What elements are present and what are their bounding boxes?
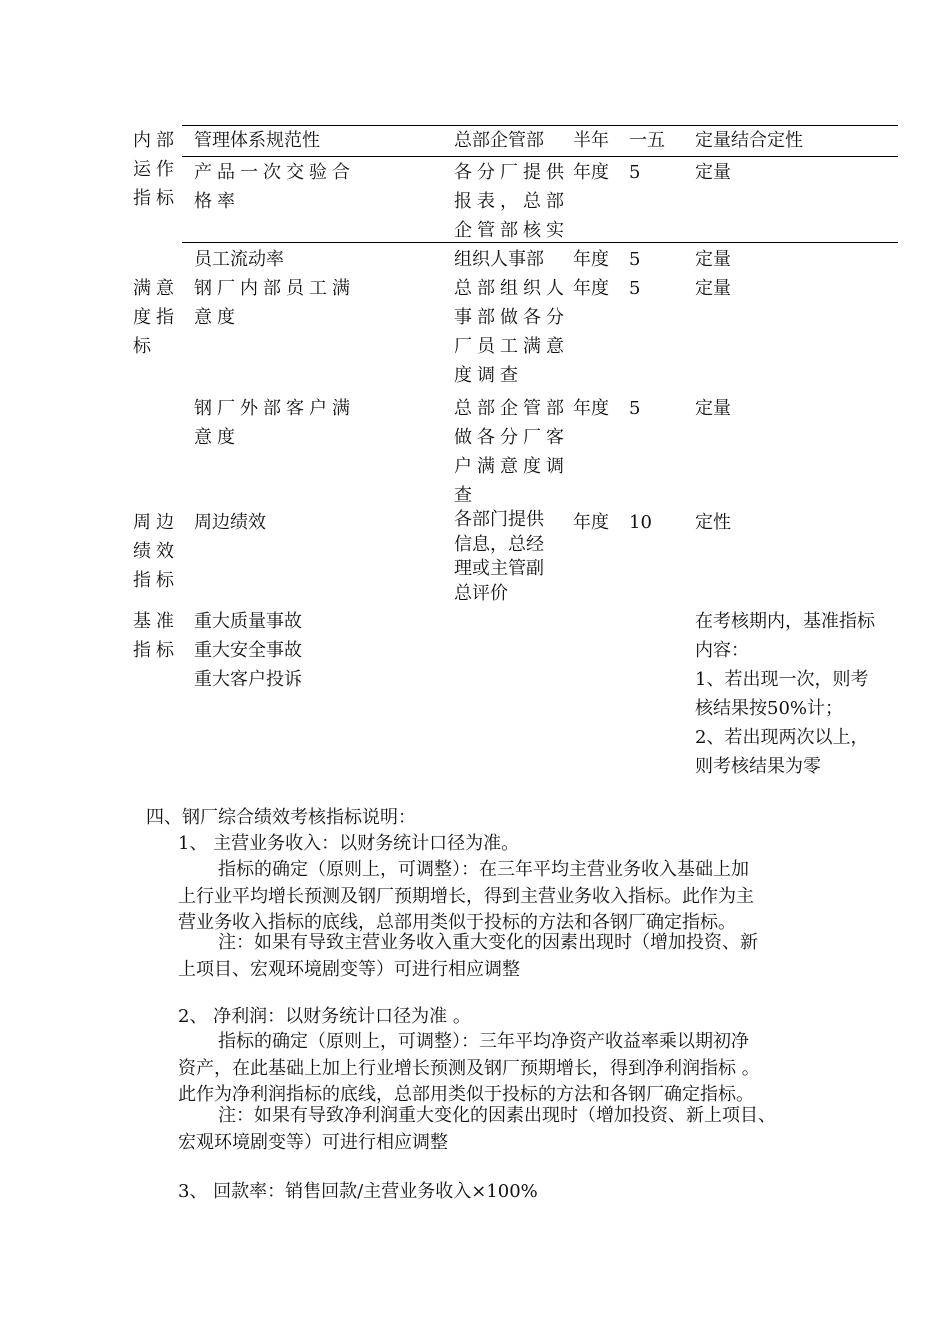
weight-cell: 5: [629, 162, 641, 183]
row-divider: [182, 156, 898, 157]
dept-cell: 各部门提供 信息，总经 理或主管副 总评价: [454, 509, 544, 604]
dept-cell: 总部组织人 事部做各分 厂员工满意 度调查: [454, 278, 569, 386]
item-cell: 管理体系规范性: [194, 130, 320, 151]
dept-cell: 组织人事部: [454, 249, 544, 270]
weight-cell: 5: [629, 398, 641, 419]
period-cell: 年度: [573, 398, 609, 419]
period-cell: 年度: [573, 249, 609, 270]
period-cell: 年度: [573, 162, 609, 183]
method-cell: 在考核期内，基准指标 内容： 1、若出现一次，则考 核结果按50%计； 2、若出现两次以上， 则考核结果为零: [695, 611, 875, 777]
method-cell: 定量: [695, 249, 731, 270]
item-cell: 重大质量事故 重大安全事故 重大客户投诉: [194, 611, 302, 690]
method-cell: 定量: [695, 398, 731, 419]
item-cell: 周边绩效: [194, 512, 266, 533]
dept-cell: 总部企管部: [454, 130, 544, 151]
weight-cell: 10: [629, 512, 652, 533]
category-cell: 内部 运作 指标: [133, 130, 179, 209]
dept-cell: 各分厂提供 报表，总部 企管部核实: [454, 162, 569, 241]
period-cell: 年度: [573, 278, 609, 299]
period-cell: 年度: [573, 512, 609, 533]
weight-cell: 一五: [629, 130, 665, 151]
category-cell: 周边 绩效 指标: [133, 512, 179, 591]
item-cell: 员工流动率: [194, 249, 284, 270]
method-cell: 定性: [695, 512, 731, 533]
item-heading: 2、 净利润：以财务统计口径为准 。: [178, 1006, 471, 1027]
paragraph: 指标的确定（原则上，可调整）：三年平均净资产收益率乘以期初净 资产，在此基础上加上行业增长预测及钢厂预期增长，得到净利润指标 。 此作为净利润指标的底线，总部用类似于投标的方法和各钢厂确定指标。: [178, 1031, 760, 1105]
item-cell: 产品一次交验合 格率: [194, 162, 355, 212]
category-cell: 基准 指标: [133, 611, 179, 661]
weight-cell: 5: [629, 278, 641, 299]
item-heading: 1、 主营业务收入：以财务统计口径为准。: [178, 833, 520, 854]
section-title: 四、钢厂综合绩效考核指标说明：: [146, 807, 416, 828]
category-cell: 满意 度指 标: [133, 278, 179, 357]
note-paragraph: 注：如果有导致主营业务收入重大变化的因素出现时（增加投资、新 上项目、宏观环境剧变等）可进行相应调整: [178, 932, 758, 980]
weight-cell: 5: [629, 249, 641, 270]
item-cell: 钢厂内部员工满 意度: [194, 278, 355, 328]
method-cell: 定量: [695, 278, 731, 299]
note-paragraph: 注：如果有导致净利润重大变化的因素出现时（增加投资、新上项目、 宏观环境剧变等）可进行相应调整: [178, 1105, 776, 1153]
method-cell: 定量: [695, 162, 731, 183]
paragraph: 指标的确定（原则上，可调整）：在三年平均主营业务收入基础上加 上行业平均增长预测及钢厂预期增长，得到主营业务收入指标。此作为主 营业务收入指标的底线，总部用类似于投标的方法和各钢厂确定指标。: [178, 859, 754, 933]
item-cell: 钢厂外部客户满 意度: [194, 398, 355, 448]
period-cell: 半年: [573, 130, 609, 151]
item-heading: 3、 回款率：销售回款/主营业务收入×100%: [178, 1181, 538, 1202]
dept-cell: 总部企管部 做各分厂客 户满意度调 查: [454, 398, 569, 506]
method-cell: 定量结合定性: [695, 130, 803, 151]
